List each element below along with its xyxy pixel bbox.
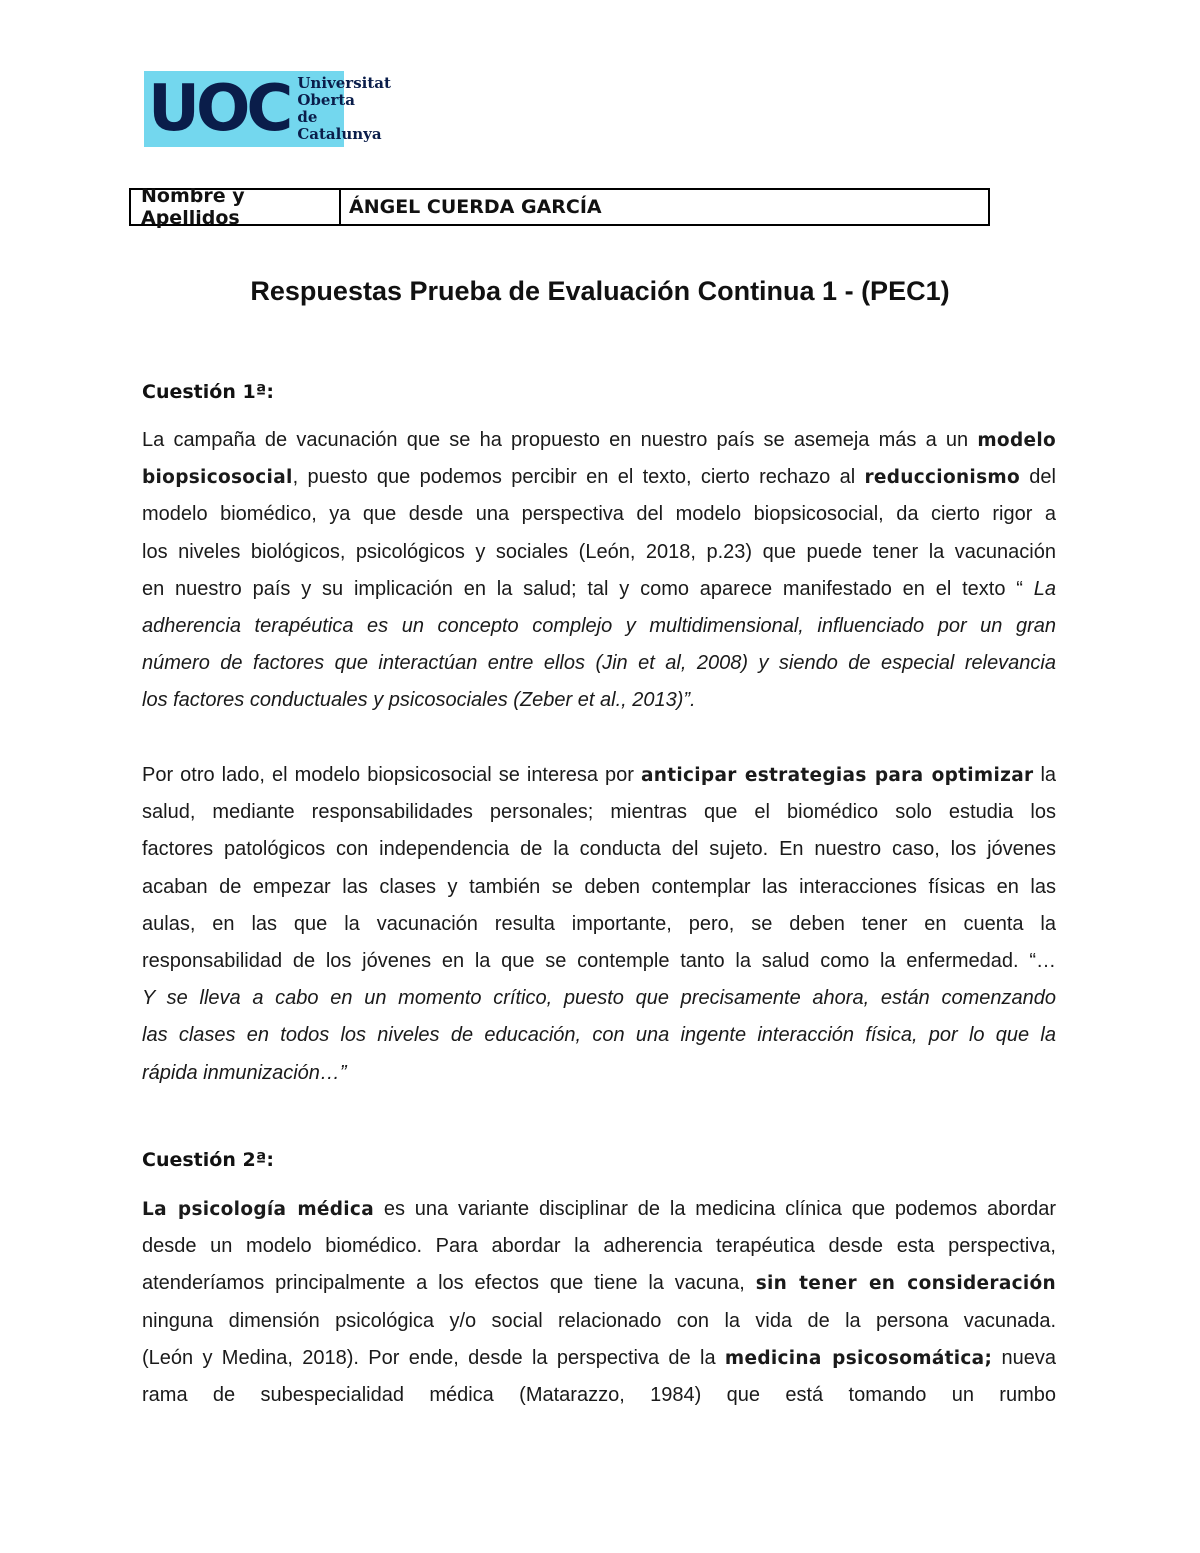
logo-mark: UOC <box>148 72 290 146</box>
text-line: modelo biomédico, ya que desde una perspectiva del modelo biopsicosocial, da cierto rigor a <box>142 503 1056 526</box>
text-line: salud, mediante responsabilidades personales; mientras que el biomédico solo estudia los <box>142 801 1056 824</box>
question-2-heading: Cuestión 2ª: <box>142 1149 274 1171</box>
text-line: factores patológicos con independencia de la conducta del sujeto. En nuestro caso, los jóvenes <box>142 838 1056 861</box>
logo-line-1: Universitat <box>297 74 391 92</box>
text-line: La campaña de vacunación que se ha propuesto en nuestro país se asemeja más a un modelo <box>142 429 1056 451</box>
text-line: las clases en todos los niveles de educación, con una ingente interacción física, por lo que la <box>142 1024 1056 1047</box>
text-line: los factores conductuales y psicosociales (Zeber et al., 2013)”. <box>142 689 696 712</box>
text-line: La psicología médica es una variante disciplinar de la medicina clínica que podemos abordar <box>142 1198 1056 1220</box>
document-title: Respuestas Prueba de Evaluación Continua 1 - (PEC1) <box>250 276 950 306</box>
logo-line-2: Oberta <box>297 91 355 109</box>
text-line: en nuestro país y su implicación en la salud; tal y como aparece manifestado en el texto “ La <box>142 577 1056 600</box>
text-line: los niveles biológicos, psicológicos y sociales (León, 2018, p.23) que puede tener la vacunación <box>142 540 1056 563</box>
name-value: ÁNGEL CUERDA GARCÍA <box>349 196 602 218</box>
question-2-paragraph-1 <box>142 1191 1056 1414</box>
name-label: Nombre y Apellidos <box>131 190 341 224</box>
text-line: rápida inmunización…” <box>142 1061 347 1084</box>
text-line: ninguna dimensión psicológica y/o social relacionado con la vida de la persona vacunada. <box>142 1309 1056 1332</box>
text-line: Y se lleva a cabo en un momento crítico, puesto que precisamente ahora, están comenzando <box>142 987 1056 1010</box>
text-line: número de factores que interactúan entre ellos (Jin et al, 2008) y siendo de especial relevancia <box>142 652 1056 675</box>
question-1-paragraph-2 <box>142 757 1056 1092</box>
text-line: aulas, en las que la vacunación resulta importante, pero, se deben tener en cuenta la <box>142 912 1056 935</box>
logo-text <box>297 75 391 143</box>
text-line: Por otro lado, el modelo biopsicosocial se interesa por anticipar estrategias para optimizar la <box>142 764 1057 786</box>
text-line: rama de subespecialidad médica (Matarazzo, 1984) que está tomando un rumbo <box>142 1383 1056 1406</box>
text-line: atenderíamos principalmente a los efectos que tiene la vacuna, sin tener en consideración <box>142 1272 1056 1295</box>
text-line: responsabilidad de los jóvenes en la que se contemple tanto la salud como la enfermedad. “… <box>142 949 1056 972</box>
text-line: acaban de empezar las clases y también se deben contemplar las interacciones físicas en las <box>142 875 1056 898</box>
question-1-paragraph-1 <box>142 422 1056 720</box>
text-line: desde un modelo biomédico. Para abordar la adherencia terapéutica desde esta perspectiva, <box>142 1235 1056 1258</box>
student-name-table <box>129 185 990 229</box>
logo-line-3: de Catalunya <box>297 108 382 143</box>
text-line: biopsicosocial, puesto que podemos percibir en el texto, cierto rechazo al reduccionismo del <box>142 466 1056 489</box>
question-1-heading: Cuestión 1ª: <box>142 381 274 403</box>
text-line: adherencia terapéutica es un concepto complejo y multidimensional, influenciado por un gran <box>142 614 1056 637</box>
uoc-logo <box>144 71 391 147</box>
text-line: (León y Medina, 2018). Por ende, desde la perspectiva de la medicina psicosomática; nueva <box>142 1346 1056 1369</box>
